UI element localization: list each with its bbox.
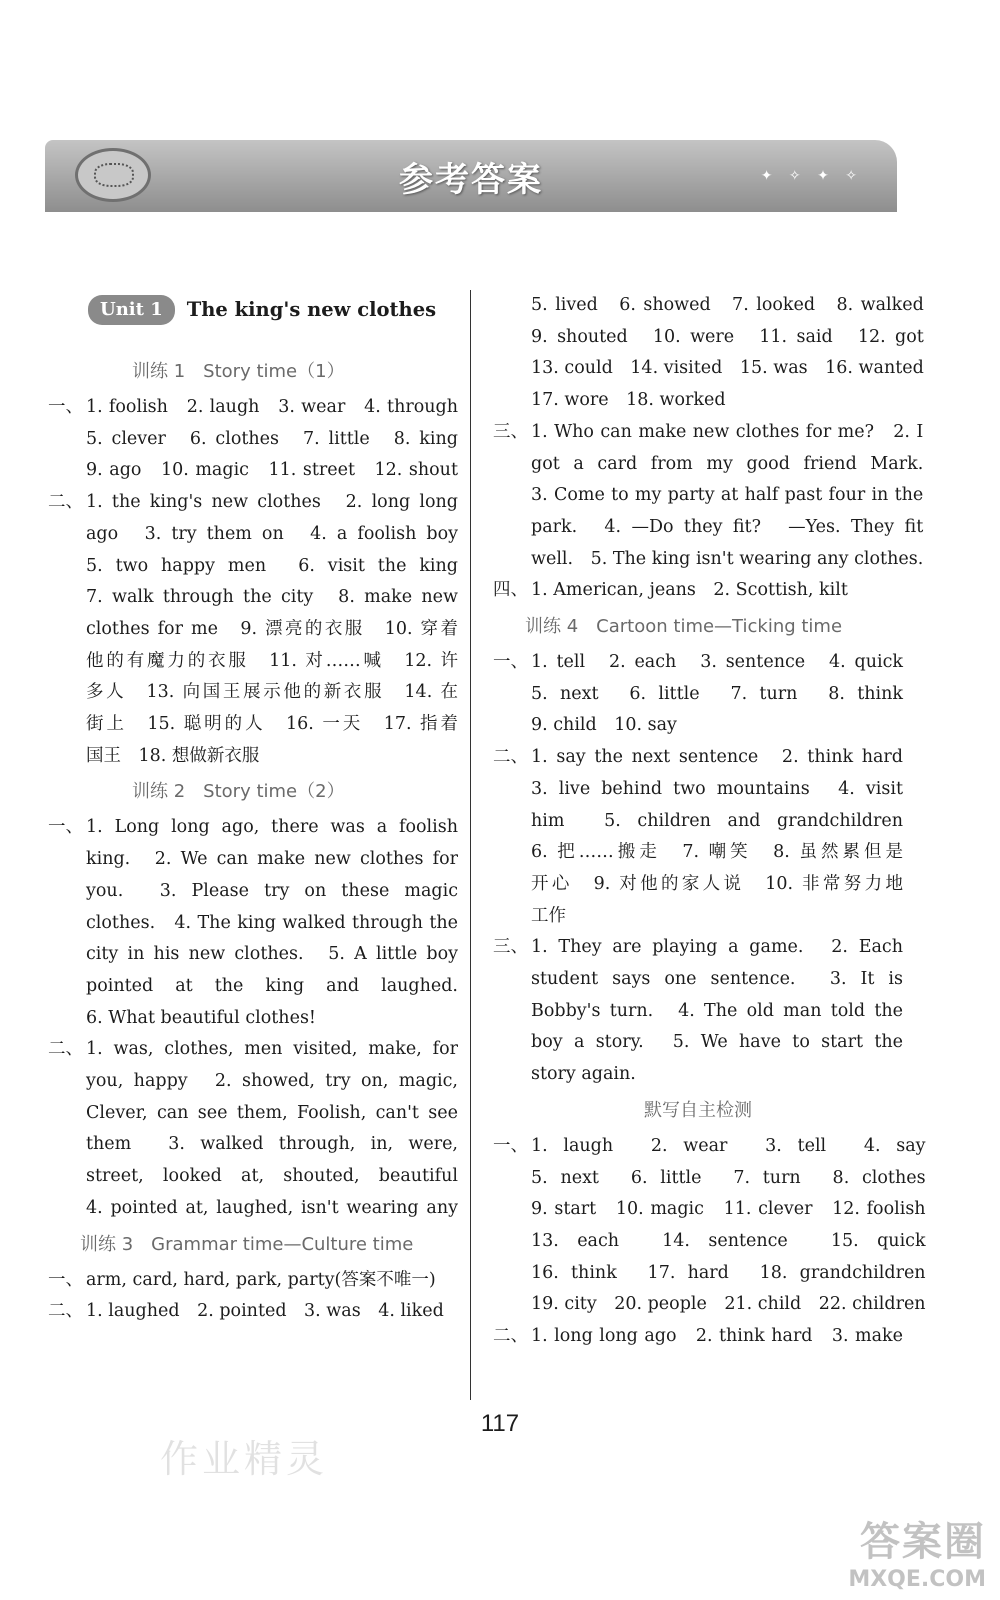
- exercise-4-section-3: [493, 932, 903, 1091]
- section-label: 二、: [48, 1301, 83, 1322]
- answer-line: him 5. children and grandchildren: [531, 810, 903, 831]
- answer-line: clothes. 4. The king walked through the: [86, 912, 458, 933]
- page-number: 117: [480, 1410, 520, 1437]
- answer-line: arm, card, hard, park, party(答案不唯一): [86, 1269, 436, 1290]
- exercise-2-heading: 训练 2 Story time（2）: [132, 781, 345, 803]
- section-label: 三、: [493, 937, 528, 958]
- answer-line: street, looked at, shouted, beautiful: [86, 1166, 458, 1187]
- answer-line: 5. clever 6. clothes 7. little 8. king: [86, 428, 458, 449]
- answer-line: 1. tell 2. each 3. sentence 4. quick: [531, 652, 903, 673]
- answer-line: 1. say the next sentence 2. think hard: [531, 747, 903, 768]
- exercise-3-section-4: [493, 575, 903, 607]
- exercise-2-section-1: [48, 812, 458, 1034]
- answer-line: 1. They are playing a game. 2. Each: [531, 937, 903, 958]
- exercise-3-section-3: [493, 417, 924, 576]
- stars-decoration-icon: ✦ ✧ ✦ ✧: [760, 168, 863, 184]
- unit-badge: Unit 1: [88, 295, 175, 325]
- exercise-1-section-1: [48, 392, 458, 487]
- section-label: 一、: [493, 652, 528, 673]
- exercise-1-heading: 训练 1 Story time（1）: [132, 361, 345, 382]
- exercise-4-heading: 训练 4 Cartoon time—Ticking time: [525, 616, 843, 638]
- left-column: [48, 290, 458, 1328]
- exercise-1-section-2: [48, 487, 458, 772]
- exercise-4-section-1: [493, 647, 903, 742]
- answer-line: 1. foolish 2. laugh 3. wear 4. through: [86, 397, 458, 417]
- unit-title: The king's new clothes: [186, 298, 437, 322]
- answer-line: 9. start 10. magic 11. clever 12. foolish: [531, 1199, 926, 1220]
- watermark-url: MXQE.COM: [848, 1567, 986, 1592]
- page-title: 参考答案: [399, 160, 543, 200]
- answer-line: 9. shouted 10. were 11. said 12. got: [531, 326, 924, 347]
- answer-line: 3. live behind two mountains 4. visit: [531, 778, 903, 799]
- dictation-section-1: [493, 1131, 926, 1321]
- answer-line: 7. walk through the city 8. make new: [86, 587, 458, 608]
- section-label: 二、: [48, 492, 83, 513]
- section-label: 一、: [493, 1135, 528, 1156]
- answer-line: them 3. walked through, in, were,: [86, 1134, 458, 1155]
- answer-line: 多人 13. 向国王展示他的新衣服 14. 在: [86, 682, 458, 703]
- answer-line: 13. could 14. visited 15. was 16. wanted: [531, 358, 924, 379]
- exercise-3-heading: 训练 3 Grammar time—Culture time: [80, 1233, 414, 1255]
- answer-line: king. 2. We can make new clothes for: [86, 849, 458, 870]
- answer-line: you. 3. Please try on these magic: [86, 880, 458, 901]
- answer-line: 1. the king's new clothes 2. long long: [86, 492, 458, 513]
- answer-line: 3. Come to my party at half past four in the: [531, 485, 924, 506]
- answer-line: 街上 15. 聪明的人 16. 一天 17. 指着: [86, 714, 458, 735]
- answer-line: story again.: [531, 1064, 636, 1085]
- answer-line: well. 5. The king isn't wearing any clothes.: [531, 548, 924, 569]
- answer-line: 17. wore 18. worked: [531, 390, 726, 411]
- dictation-section-2: [493, 1321, 903, 1353]
- answer-line: 13. each 14. sentence 15. quick: [531, 1230, 926, 1251]
- section-label: 三、: [493, 421, 528, 442]
- answer-line: 6. What beautiful clothes!: [86, 1007, 316, 1028]
- answer-line: 1. long long ago 2. think hard 3. make: [531, 1326, 903, 1347]
- unit-heading: [88, 290, 458, 330]
- answer-line: pointed at the king and laughed.: [86, 975, 458, 996]
- answer-line: 开心 9. 对他的家人说 10. 非常努力地: [531, 873, 903, 894]
- faint-watermark: 作业精灵: [160, 1437, 329, 1481]
- answer-line: clothes for me 9. 漂亮的衣服 10. 穿着: [86, 618, 458, 639]
- answer-line: 国王 18. 想做新衣服: [86, 745, 260, 766]
- answer-line: got a card from my good friend Mark.: [531, 453, 924, 474]
- answer-line: 5. next 6. little 7. turn 8. think: [531, 683, 903, 704]
- answer-line: you, happy 2. showed, try on, magic,: [86, 1071, 458, 1092]
- watermark-cn: 答案圈: [860, 1519, 986, 1565]
- section-label: 一、: [48, 817, 83, 838]
- answer-line: 6. 把……搬走 7. 嘲笑 8. 虽然累但是: [531, 842, 903, 863]
- answer-line: 4. pointed at, laughed, isn't wearing any: [86, 1197, 458, 1218]
- answer-line: ago 3. try them on 4. a foolish boy: [86, 523, 458, 544]
- right-column: [493, 290, 926, 1353]
- answer-line: 5. two happy men 6. visit the king: [86, 555, 458, 576]
- answer-line: 9. ago 10. magic 11. street 12. shout: [86, 460, 458, 481]
- section-label: 一、: [48, 1269, 83, 1290]
- dictation-heading: 默写自主检测: [644, 1099, 752, 1121]
- column-divider: [470, 290, 471, 1400]
- answer-line: 工作: [531, 905, 566, 926]
- answer-line: 1. Who can make new clothes for me? 2. I: [531, 421, 924, 442]
- exercise-3-section-2-continued: [493, 290, 924, 417]
- section-label: 一、: [48, 397, 83, 417]
- exercise-3-section-2: [48, 1296, 458, 1328]
- answer-line: 1. laugh 2. wear 3. tell 4. say: [531, 1135, 926, 1156]
- section-label: 二、: [493, 1326, 528, 1347]
- section-label: 四、: [493, 580, 528, 601]
- answer-line: 他的有魔力的衣服 11. 对……喊 12. 许: [86, 650, 458, 671]
- answer-line: student says one sentence. 3. It is: [531, 969, 903, 990]
- exercise-4-section-2: [493, 742, 903, 932]
- answer-line: 16. think 17. hard 18. grandchildren: [531, 1262, 926, 1283]
- answer-line: boy a story. 5. We have to start the: [531, 1032, 903, 1053]
- exercise-3-section-1: [48, 1265, 458, 1297]
- header-banner: [45, 140, 897, 212]
- answer-line: 1. American, jeans 2. Scottish, kilt: [531, 580, 848, 601]
- answer-line: 1. Long long ago, there was a foolish: [86, 817, 458, 838]
- answer-line: 5. next 6. little 7. turn 8. clothes: [531, 1167, 926, 1188]
- answer-line: 1. laughed 2. pointed 3. was 4. liked: [86, 1301, 444, 1322]
- answer-line: park. 4. —Do they fit? —Yes. They fit: [531, 516, 924, 537]
- answer-line: 1. was, clothes, men visited, make, for: [86, 1039, 458, 1060]
- section-label: 二、: [48, 1039, 83, 1060]
- answer-line: 5. lived 6. showed 7. looked 8. walked: [531, 295, 924, 315]
- answer-line: 9. child 10. say: [531, 715, 677, 736]
- section-label: 二、: [493, 747, 528, 768]
- exercise-2-section-2: [48, 1034, 458, 1224]
- answer-line: 19. city 20. people 21. child 22. children: [531, 1294, 926, 1315]
- answer-line: city in his new clothes. 5. A little boy: [86, 944, 458, 965]
- answer-line: Bobby's turn. 4. The old man told the: [531, 1000, 903, 1021]
- site-watermark: [848, 1510, 986, 1592]
- answer-line: Clever, can see them, Foolish, can't see: [86, 1102, 458, 1123]
